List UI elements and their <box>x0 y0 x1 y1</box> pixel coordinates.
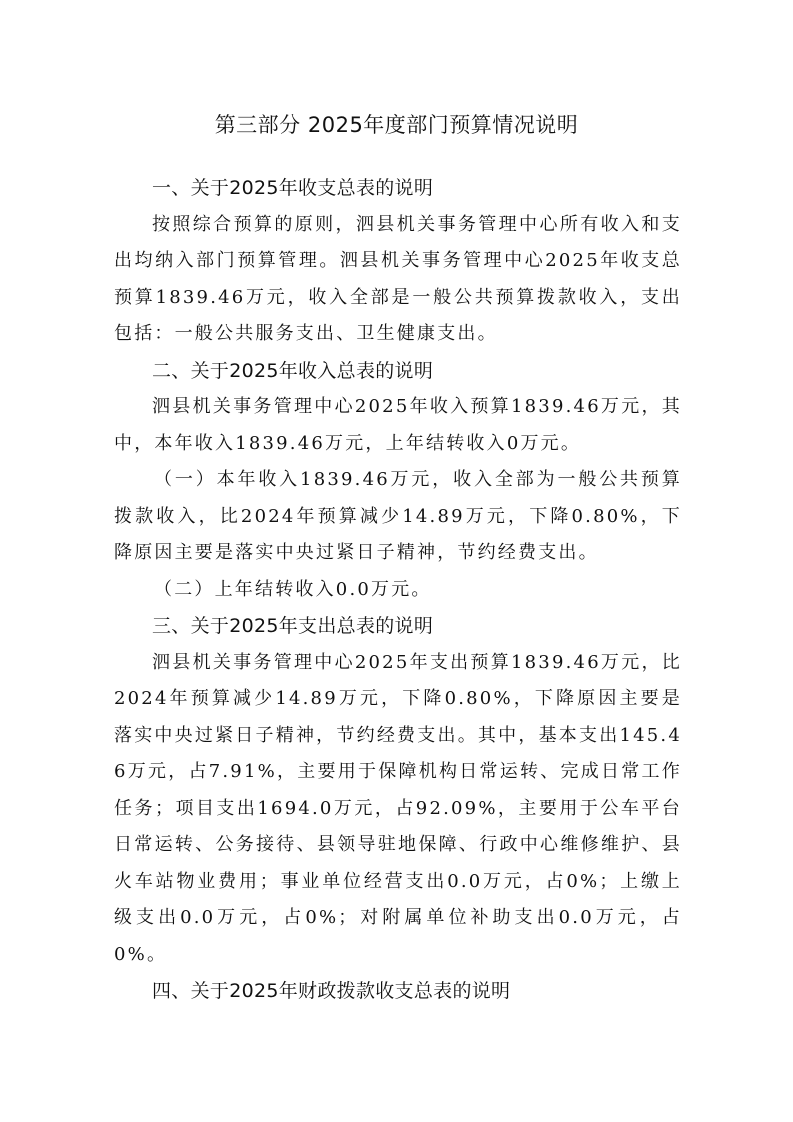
section-heading: 三、关于2025年支出总表的说明 <box>152 615 434 637</box>
section-heading: 一、关于2025年收支总表的说明 <box>152 177 434 199</box>
paragraph: 泗县机关事务管理中心2025年收入预算1839.46万元，其中，本年收入1839.46万元，上年结转收入0万元。 <box>114 396 682 454</box>
paragraph: （二）上年结转收入0.0万元。 <box>154 578 432 600</box>
section-heading: 四、关于2025年财政拨款收支总表的说明 <box>152 980 511 1002</box>
section-heading: 二、关于2025年收入总表的说明 <box>152 359 434 382</box>
paragraph: 泗县机关事务管理中心2025年支出预算1839.46万元，比2024年预算减少14.89万元，下降0.80%，下降原因主要是落实中央过紧日子精神，节约经费支出。其中，基本支出145.46万元，占7.91%，主要用于保障机构日常运转、完成日常工作任务；项目支出1694.0万元，占92.09%，主要用于公车平台日常运转、公务接待、县领导驻地保障、行政中心维修维护、县火车站物业费用；事业单位经营支出0.0万元，占0%；上缴上级支出0.0万元，占0%；对附属单位补助支出0.0万元，占0%。 <box>114 651 682 965</box>
section-1 <box>114 170 682 353</box>
section-2 <box>114 353 682 609</box>
section-3 <box>114 608 682 973</box>
section-4 <box>114 973 682 1010</box>
paragraph: 按照综合预算的原则，泗县机关事务管理中心所有收入和支出均纳入部门预算管理。泗县机关事务管理中心2025年收支总预算1839.46万元，收入全部是一般公共预算拨款收入，支出包括：一般公共服务支出、卫生健康支出。 <box>114 213 682 344</box>
page-title: 第三部分 2025年度部门预算情况说明 <box>214 113 579 137</box>
document-body <box>114 170 682 1010</box>
paragraph: （一）本年收入1839.46万元，收入全部为一般公共预算拨款收入，比2024年预算减少14.89万元，下降0.80%，下降原因主要是落实中央过紧日子精神，节约经费支出。 <box>114 469 682 563</box>
